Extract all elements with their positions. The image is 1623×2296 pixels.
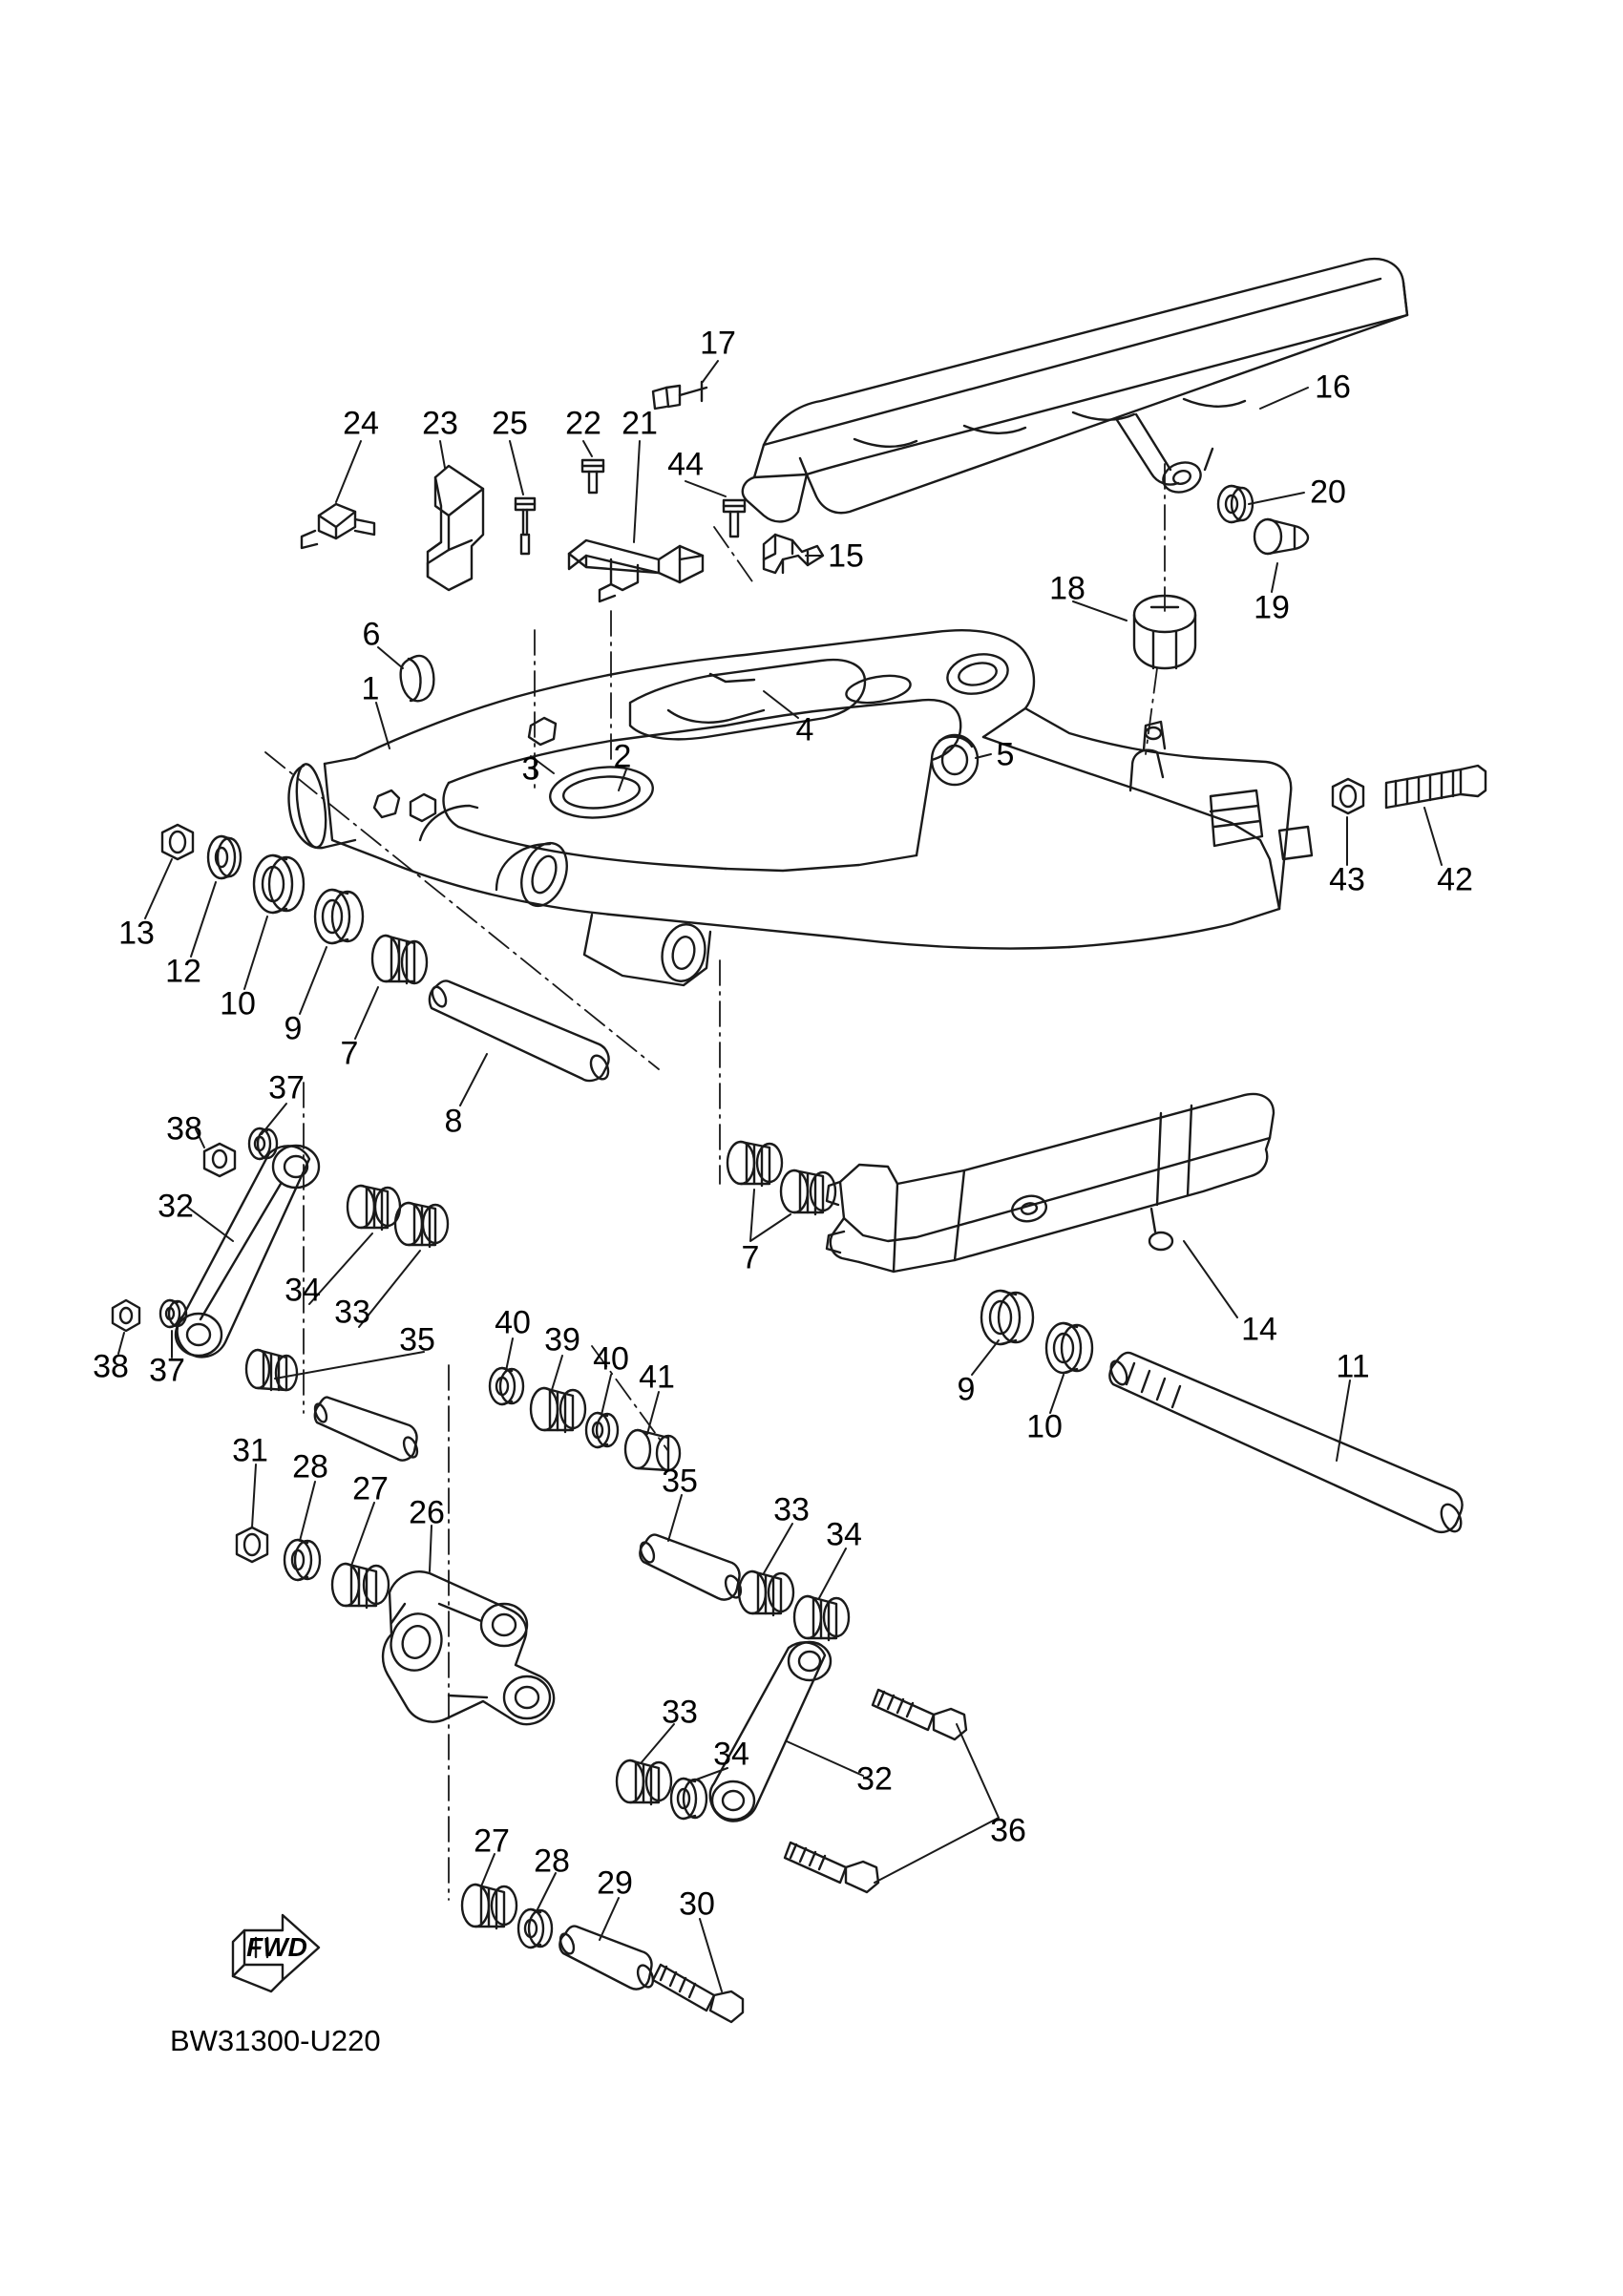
part-10-seal <box>254 855 304 913</box>
callout-number: 9 <box>957 1371 976 1408</box>
part-27-bearing <box>332 1564 389 1608</box>
callout-number: 26 <box>409 1494 445 1531</box>
part-33-bearing-c <box>617 1760 671 1804</box>
part-38-nut-bottom <box>113 1300 139 1331</box>
callout-number: 10 <box>1026 1408 1063 1445</box>
part-12-washer <box>208 836 241 878</box>
part-42-bolt <box>1386 766 1486 808</box>
part-25-bolt <box>516 498 535 554</box>
callout-number: 39 <box>544 1321 580 1359</box>
part-10-seal-right <box>1046 1323 1092 1373</box>
callout-number: 34 <box>713 1736 749 1773</box>
fwd-direction-label: FWD <box>246 1932 307 1962</box>
part-30-bolt <box>653 1965 743 2022</box>
callout-number: 35 <box>662 1463 698 1500</box>
callout-number: 16 <box>1315 369 1351 406</box>
part-28-washer <box>285 1540 320 1580</box>
callout-number: 22 <box>565 405 601 442</box>
callout-number: 1 <box>361 670 380 707</box>
callout-number: 33 <box>334 1294 370 1331</box>
callout-number: 37 <box>149 1352 185 1389</box>
callout-number: 38 <box>93 1348 129 1385</box>
part-22-bolt <box>582 460 603 493</box>
part-9-seal <box>315 890 363 943</box>
callout-number: 40 <box>593 1340 629 1378</box>
part-29-collar <box>558 1927 656 1990</box>
callout-number: 8 <box>444 1103 463 1140</box>
part-17-bolt <box>653 382 706 409</box>
part-15-clip <box>764 535 823 573</box>
part-13-nut <box>162 825 193 859</box>
callout-number: 42 <box>1437 861 1473 898</box>
callout-number: 32 <box>158 1188 194 1225</box>
part-20-washer <box>1218 486 1253 522</box>
part-7-bearing-pair <box>727 1142 835 1214</box>
part-33-bearing-a <box>395 1203 448 1247</box>
part-39-bearing <box>531 1388 585 1432</box>
part-21-cable-guide <box>569 540 703 601</box>
part-34-bearing-b <box>794 1596 849 1640</box>
part-40-washer-a <box>490 1368 523 1404</box>
callout-number: 27 <box>352 1470 389 1507</box>
callout-number: 21 <box>622 405 658 442</box>
callout-number: 38 <box>166 1110 202 1148</box>
part-5-bearing <box>932 735 978 785</box>
part-36-bolt-lower <box>785 1843 878 1892</box>
part-35-collar-a <box>246 1350 297 1390</box>
callout-number: 9 <box>284 1010 303 1047</box>
part-8-pivot-shaft <box>430 980 612 1082</box>
callout-number: 37 <box>268 1069 305 1106</box>
callout-number: 40 <box>495 1304 531 1341</box>
callout-number: 12 <box>165 953 201 990</box>
part-23-bracket <box>428 466 483 590</box>
callout-number: 41 <box>639 1359 675 1396</box>
part-32-connecting-rod-upper <box>176 1146 319 1357</box>
callout-number: 28 <box>534 1843 570 1880</box>
callout-number: 11 <box>1336 1348 1370 1385</box>
part-6-seal <box>401 656 434 701</box>
part-44-bolt <box>724 500 745 537</box>
callout-number: 19 <box>1254 589 1290 626</box>
part-33-bearing-b <box>739 1571 793 1615</box>
callout-number: 43 <box>1329 861 1365 898</box>
callout-number: 7 <box>340 1035 359 1072</box>
callout-number: 18 <box>1049 570 1086 607</box>
callout-number: 13 <box>118 915 155 952</box>
callout-number: 35 <box>399 1321 435 1359</box>
callout-number: 34 <box>285 1272 321 1309</box>
part-24-clamp <box>302 504 374 548</box>
callout-number: 23 <box>422 405 458 442</box>
part-35-collar-c <box>638 1535 744 1600</box>
part-40-washer-b <box>586 1413 618 1447</box>
callout-number: 20 <box>1310 474 1346 511</box>
part-34-bearing-a <box>348 1186 400 1230</box>
callout-number: 28 <box>292 1448 328 1485</box>
diagram-part-code: BW31300-U220 <box>170 2024 381 2057</box>
part-43-nut <box>1333 779 1363 813</box>
callout-number: 14 <box>1241 1311 1277 1348</box>
callout-number: 7 <box>741 1239 760 1276</box>
callout-number: 32 <box>856 1760 893 1798</box>
part-28-washer-bottom <box>518 1909 552 1948</box>
callout-number: 3 <box>521 750 540 788</box>
callout-number: 15 <box>828 537 864 575</box>
part-37-washer-bottom <box>160 1300 186 1327</box>
callout-number: 24 <box>343 405 379 442</box>
callout-number: 34 <box>826 1516 862 1553</box>
part-11-pivot-shaft <box>1107 1353 1465 1534</box>
callout-number: 30 <box>679 1885 715 1923</box>
callout-number: 25 <box>492 405 528 442</box>
callout-number: 36 <box>990 1812 1026 1849</box>
callout-number: 33 <box>773 1491 810 1528</box>
part-36-bolt-upper <box>873 1690 966 1739</box>
callout-number: 5 <box>996 736 1015 773</box>
callout-number: 33 <box>662 1694 698 1731</box>
callout-number: 10 <box>220 985 256 1022</box>
part-19-bolt <box>1254 519 1308 554</box>
part-35-tube-b <box>313 1398 420 1461</box>
part-7-bearing <box>372 936 427 983</box>
callout-number: 2 <box>613 738 632 775</box>
callout-number: 17 <box>700 325 736 362</box>
part-9-seal-right <box>981 1291 1033 1344</box>
part-38-nut-top <box>204 1144 235 1176</box>
part-1-swingarm <box>289 630 1312 985</box>
part-14-relay-arm <box>827 1094 1274 1272</box>
callout-number: 4 <box>795 711 814 748</box>
part-31-nut <box>237 1527 267 1562</box>
part-16-chain-guard <box>743 259 1407 521</box>
part-27-bearing-bottom <box>462 1885 516 1928</box>
callout-number: 27 <box>474 1822 510 1860</box>
callout-number: 44 <box>667 446 704 483</box>
callout-number: 6 <box>362 616 381 653</box>
part-34-bearing-c <box>671 1779 706 1819</box>
part-26-relay-arm <box>383 1571 554 1724</box>
callout-number: 31 <box>232 1432 268 1469</box>
part-32-connecting-rod-lower <box>710 1642 831 1822</box>
callout-number: 29 <box>597 1864 633 1902</box>
